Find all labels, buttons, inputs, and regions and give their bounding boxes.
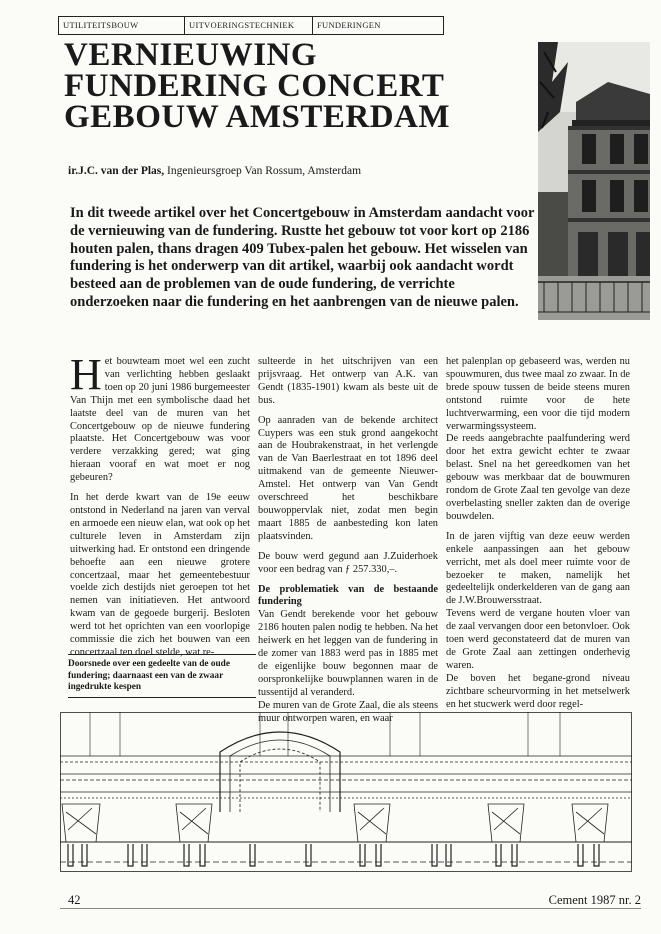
lead-paragraph: In dit tweede artikel over het Concertgebouw in Amsterdam aandacht voor de vernieuwing van de fundering. Rustte het gebouw tot voor kort op 2186 houten palen, thans dragen 409 Tubex-palen het gebouw. Het wisselen van fundering is het onderwerp van dit artikel, waarbij ook aandacht wordt besteed aan de problemen van de oude fundering, de verrichte onderzoeken naar die fundering en het aanbrengen van de nieuwe palen. (70, 205, 535, 310)
title-line-2: FUNDERING CONCERT (64, 68, 445, 104)
magazine-issue: Cement 1987 nr. 2 (548, 893, 641, 907)
figure-caption: Doorsnede over een gedeelte van de oude fundering; daarnaast een van de zwaar ingedrukte kespen (68, 654, 256, 698)
section-heading: De problematiek van de bestaande fundering (258, 583, 438, 608)
tag-funderingen: FUNDERINGEN (317, 20, 381, 30)
article-title (64, 37, 534, 135)
text-column-3 (446, 356, 630, 718)
body-paragraph: het palenplan op gebaseerd was, werden nu spouwmuren, dus twee maal zo zwaar. In de brede spouw tussen de beide steens muren ontstond ruimte voor de hete luchtverwarming, een voor die tijd modern verwarmingssysteem. (446, 356, 630, 432)
title-line-3: GEBOUW AMSTERDAM (64, 99, 451, 135)
body-paragraph: De bouw werd gegund aan J.Zuiderhoek voor een bedrag van ƒ 257.330,–. (258, 550, 438, 575)
body-paragraph: In de jaren vijftig van deze eeuw werden enkele aanpassingen aan het gebouw verricht, met als doel meer ruimte voor de bezoeker te maken, namelijk het gedeeltelijk onderkelderen van de gang aan de J.W.Brouwersstraat. (446, 530, 630, 607)
intro-text: et bouwteam moet wel een zucht van verlichting hebben geslaakt toen op 20 juni 1986 burgemeester Van Thijn met een symbolische daad het laatste deel van de muren van het Concertgebouw op de nieuwe fundering plaatste. Het Concertgebouw was voor verdere verzakking gered; wat ging hieraan vooraf en wat moet er nog gebeuren? (70, 356, 250, 484)
footer-rule (60, 908, 641, 909)
tag-utiliteitsbouw: UTILITEITSBOUW (59, 17, 185, 34)
page-number: 42 (68, 893, 81, 907)
body-paragraph: Tevens werd de vergane houten vloer van de zaal vervangen door een betonvloer. Ook toen werd geconstateerd dat de muren van de Grote Zaal aan zettingen onderhevig waren. (446, 608, 630, 671)
author-affiliation: Ingenieursgroep Van Rossum, Amsterdam (164, 165, 362, 177)
text-column-2 (258, 356, 438, 732)
drop-cap: H (70, 350, 102, 399)
body-paragraph: Van Gendt berekende voor het gebouw 2186 houten palen nodig te hebben. Na het heiwerk en het leggen van de fundering in de zomer van 1883 werd pas in 1885 met de eigenlijke bouw begonnen maar de oorspronkelijke bouwplannen waren in de tussentijd al veranderd. (258, 609, 438, 698)
body-paragraph: sulteerde in het uitschrijven van een prijsvraag. Het ontwerp van A.K. van Gendt (1835-1901) kwam als beste uit de bus. (258, 356, 438, 406)
category-tags (58, 16, 444, 35)
body-paragraph: Op aanraden van de bekende architect Cuypers was een stuk grond aangekocht aan de Houbrakenstraat, in het verlengde van de Van Baerlestraat en tot 1896 deel uitmakend van de gemeente Nieuwer-Amstel. Het ontwerp van Van Gendt overschreed het beschikbare bouwoppervlak niet, zodat men begin maart 1885 de aanbesteding kon laten plaatsvinden. (258, 414, 438, 542)
title-line-1: VERNIEUWING (64, 37, 318, 73)
text-column-1 (70, 350, 250, 667)
body-paragraph: De muren van de Grote Zaal, die als steens muur ontworpen waren, en waar (258, 699, 438, 724)
tag-uitvoeringstechniek: UITVOERINGSTECHNIEK (185, 17, 313, 34)
foundation-cross-section-drawing (60, 712, 632, 872)
body-paragraph: De reeds aangebrachte paalfundering werd door het extra gewicht echter te zwaar belast. Snel na het gereedkomen van het gebouw was merkbaar dat de bouwmuren rondom de Grote Zaal ten gevolge van deze overbelasting sneller zakten dan de overige bouwdelen. (446, 433, 630, 522)
intro-paragraph (70, 350, 250, 485)
author-name: ir.J.C. van der Plas, (68, 165, 165, 177)
concertgebouw-photo (538, 42, 650, 320)
author-line (68, 165, 361, 177)
body-paragraph: De boven het begane-grond niveau zichtbare scheurvorming in het metselwerk en het stucwerk werd door regel- (446, 672, 630, 710)
body-paragraph: In het derde kwart van de 19e eeuw ontstond in Nederland na jaren van verval en armoede een nieuw elan, wat ook op het culturele leven in Amsterdam zijn uitwerking had. Er ontstond een dringende behoefte aan een nieuwe grotere concertzaal, maar het gemeentebestuur voelde zich destijds niet geroepen tot het nemen van initiatieven. Het antwoord kwam van de gegoede burgerij. Besloten werd tot het oprichten van een voorlopige commissie die zich het bouwen van een concertzaal ten doel stelde, wat re- (70, 492, 250, 658)
